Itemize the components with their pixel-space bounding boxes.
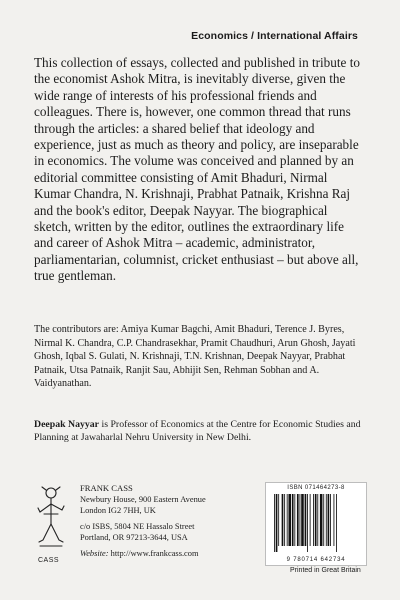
barcode-panel	[265, 482, 367, 566]
barcode-bar	[287, 494, 288, 546]
barcode-bar	[307, 494, 308, 552]
barcode-bar	[313, 494, 314, 546]
publisher-us-line2: Portland, OR 97213-3644, USA	[80, 533, 188, 542]
barcode-bar	[305, 494, 307, 546]
barcode-bar	[310, 494, 311, 546]
isbn-text: ISBN 071464273-8	[287, 485, 345, 491]
barcode-bar	[300, 494, 301, 546]
publisher-logo-icon	[34, 484, 68, 556]
barcode-bar	[320, 494, 323, 546]
publisher-info	[80, 483, 260, 559]
barcode-bar	[323, 494, 324, 546]
editor-bio-text: is Professor of Economics at the Centre for Economic Studies and Planning at Jawaharlal Nehru University in New Delhi.	[34, 419, 361, 444]
printed-in-label: Printed in Great Britain	[290, 567, 361, 574]
publisher-website	[80, 548, 260, 559]
barcode-bar	[326, 494, 327, 546]
barcode-bar	[288, 494, 291, 546]
category-label: Economics / International Affairs	[191, 30, 358, 42]
barcode-bar	[301, 494, 304, 546]
barcode-digits: 9 780714 642734	[286, 557, 346, 563]
editor-bio	[34, 418, 364, 444]
barcode-bar	[334, 494, 335, 546]
website-url: http://www.frankcass.com	[108, 549, 199, 558]
publisher-logo-text: CASS	[38, 557, 60, 564]
barcode-bar	[317, 494, 318, 546]
barcode-bar	[328, 494, 330, 546]
barcode-bar	[336, 494, 337, 552]
barcode-bar	[276, 494, 278, 552]
barcode-bar	[330, 494, 331, 546]
publisher-us-line1: c/o ISBS, 5804 NE Hassalo Street	[80, 522, 195, 531]
publisher-address-line1: Newbury House, 900 Eastern Avenue	[80, 495, 206, 504]
editor-name: Deepak Nayyar	[34, 419, 100, 430]
barcode-bar	[315, 494, 317, 546]
barcode-bar	[292, 494, 294, 546]
contributors-paragraph: The contributors are: Amiya Kumar Bagchi, Amit Bhaduri, Terence J. Byres, Nirmal K. Chandra, C.P. Chandrasekhar, Pramit Chaudhuri, Arun Ghosh, Jayati Ghosh, Iqbal S. Gulati, N. Krishnaji, T.N. Krishnan, Deepak Nayyar, Prabhat Patnaik, Utsa Patnaik, Ranjit Sau, Abhijit Sen, Rehman Sobhan and A. Vaidyanathan.	[34, 324, 356, 390]
publisher-address-line2: London IG2 7HH, UK	[80, 506, 156, 515]
website-label: Website:	[80, 549, 109, 558]
barcode-bar	[274, 494, 275, 552]
publisher-name: FRANK CASS	[80, 483, 133, 493]
barcode-icon	[272, 494, 360, 552]
barcode-bar	[278, 494, 279, 546]
barcode-bar	[294, 494, 295, 546]
barcode-bar	[284, 494, 285, 546]
barcode-bar	[297, 494, 299, 546]
barcode-bar	[282, 494, 284, 546]
blurb-paragraph: This collection of essays, collected and published in tribute to the economist Ashok Mitra, is inevitably diverse, given the wide range of interests of his professional friends and colleagues. There is, however, one common thread that runs through the articles: a shared belief that ideology and experience, just as much as theory and policy, are inseparable in economics. The volume was conceived and planned by an editorial committee consisting of Amit Bhaduri, Nirmal Kumar Chandra, N. Krishnaji, Prabhat Patnaik, Krishna Raj and the book's editor, Deepak Nayyar. The biographical sketch, written by the editor, outlines the extraordinary life and career of Ashok Mitra – academic, administrator, parliamentarian, columnist, cricket enthusiast – but above all, true gentleman.	[34, 55, 360, 284]
